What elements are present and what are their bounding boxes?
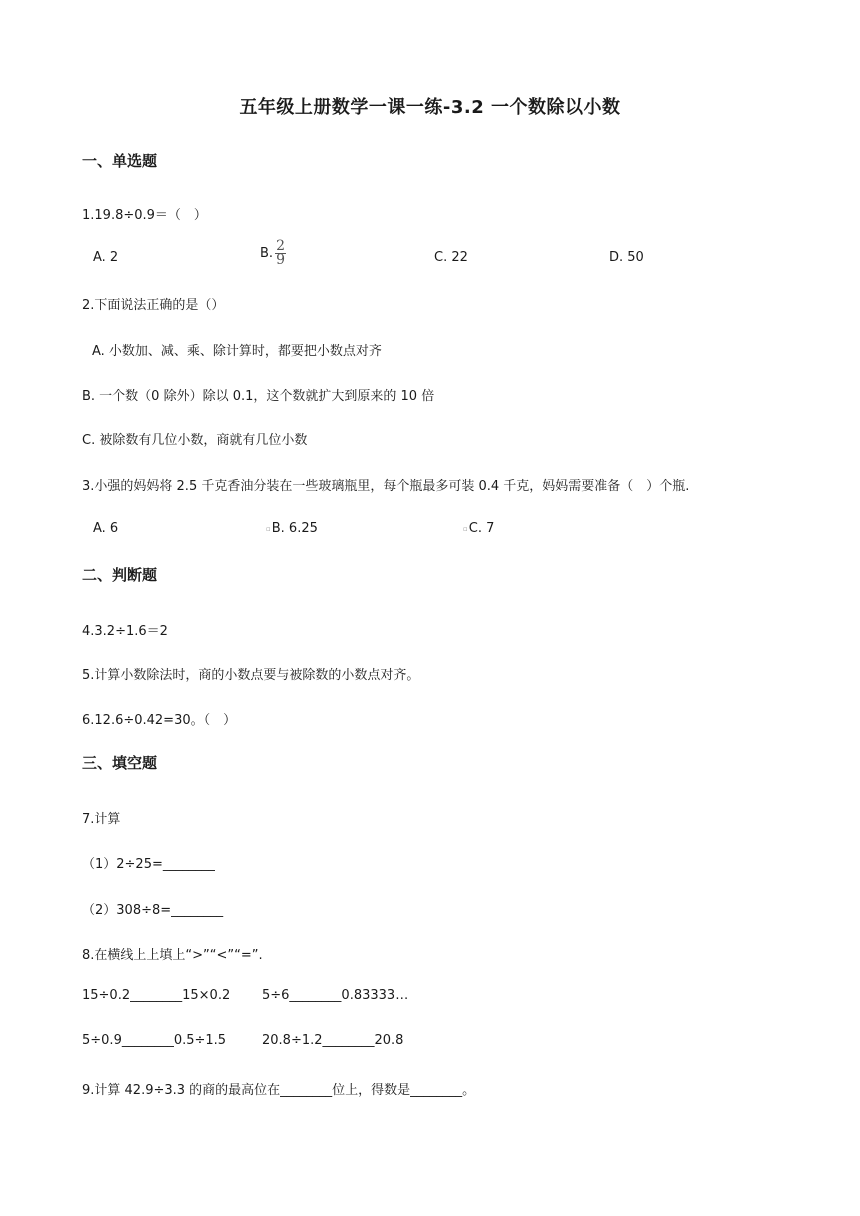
question-2-option-c: C. 被除数有几位小数，商就有几位小数 — [82, 433, 308, 448]
section-heading-fill-blank: 三、填空题 — [82, 754, 158, 772]
question-8-stem: 8.在横线上上填上“>”“<”“=”. — [82, 948, 263, 963]
question-1-option-b-prefix: B. — [260, 246, 274, 261]
question-1-stem: 1.19.8÷0.9＝（ ） — [82, 208, 207, 223]
question-1-option-c: C. 22 — [434, 250, 468, 265]
question-2-option-b: B. 一个数（0 除外）除以 0.1，这个数就扩大到原来的 10 倍 — [82, 389, 435, 404]
question-8-row-1-left: 15÷0.2________15×0.2 — [82, 988, 231, 1003]
question-4: 4.3.2÷1.6＝2 — [82, 624, 168, 639]
question-9: 9.计算 42.9÷3.3 的商的最高位在________位上，得数是________。 — [82, 1083, 476, 1098]
question-3-option-b — [266, 521, 318, 536]
question-5: 5.计算小数除法时，商的小数点要与被除数的小数点对齐。 — [82, 668, 420, 683]
fraction-denominator: 9 — [276, 252, 285, 268]
question-8-row-2-left: 5÷0.9________0.5÷1.5 — [82, 1033, 227, 1048]
section-heading-true-false: 二、判断题 — [82, 566, 158, 584]
question-1-option-a: A. 2 — [93, 250, 119, 265]
question-1-option-b — [260, 240, 286, 267]
question-3-option-b-label: B. 6.25 — [271, 521, 318, 536]
question-3-option-a: A. 6 — [93, 521, 119, 536]
question-3-stem: 3.小强的妈妈将 2.5 千克香油分装在一些玻璃瓶里，每个瓶最多可装 0.4 千克，妈妈需要准备（ ）个瓶. — [82, 479, 690, 494]
question-3-option-c-label: C. 7 — [468, 521, 495, 536]
question-7-part-2: （2）308÷8=________ — [82, 903, 224, 918]
option-marker-icon: ▫ — [463, 524, 468, 533]
question-8-row-1-right: 5÷6________0.83333… — [262, 988, 409, 1003]
question-2-stem: 2.下面说法正确的是（） — [82, 298, 225, 313]
fraction — [275, 240, 286, 267]
page-title: 五年级上册数学一课一练-3.2 一个数除以小数 — [239, 97, 621, 118]
option-marker-icon: ▫ — [266, 524, 271, 533]
fraction-numerator: 2 — [276, 238, 285, 254]
question-3-option-c — [463, 521, 494, 536]
question-6: 6.12.6÷0.42=30。（ ） — [82, 713, 237, 728]
question-7-part-1: （1）2÷25=________ — [82, 857, 215, 872]
question-2-option-a: A. 小数加、减、乘、除计算时，都要把小数点对齐 — [92, 344, 382, 359]
question-7-stem: 7.计算 — [82, 812, 121, 827]
section-heading-single-choice: 一、单选题 — [82, 152, 158, 170]
question-1-option-d: D. 50 — [609, 250, 644, 265]
question-8-row-2-right: 20.8÷1.2________20.8 — [262, 1033, 404, 1048]
